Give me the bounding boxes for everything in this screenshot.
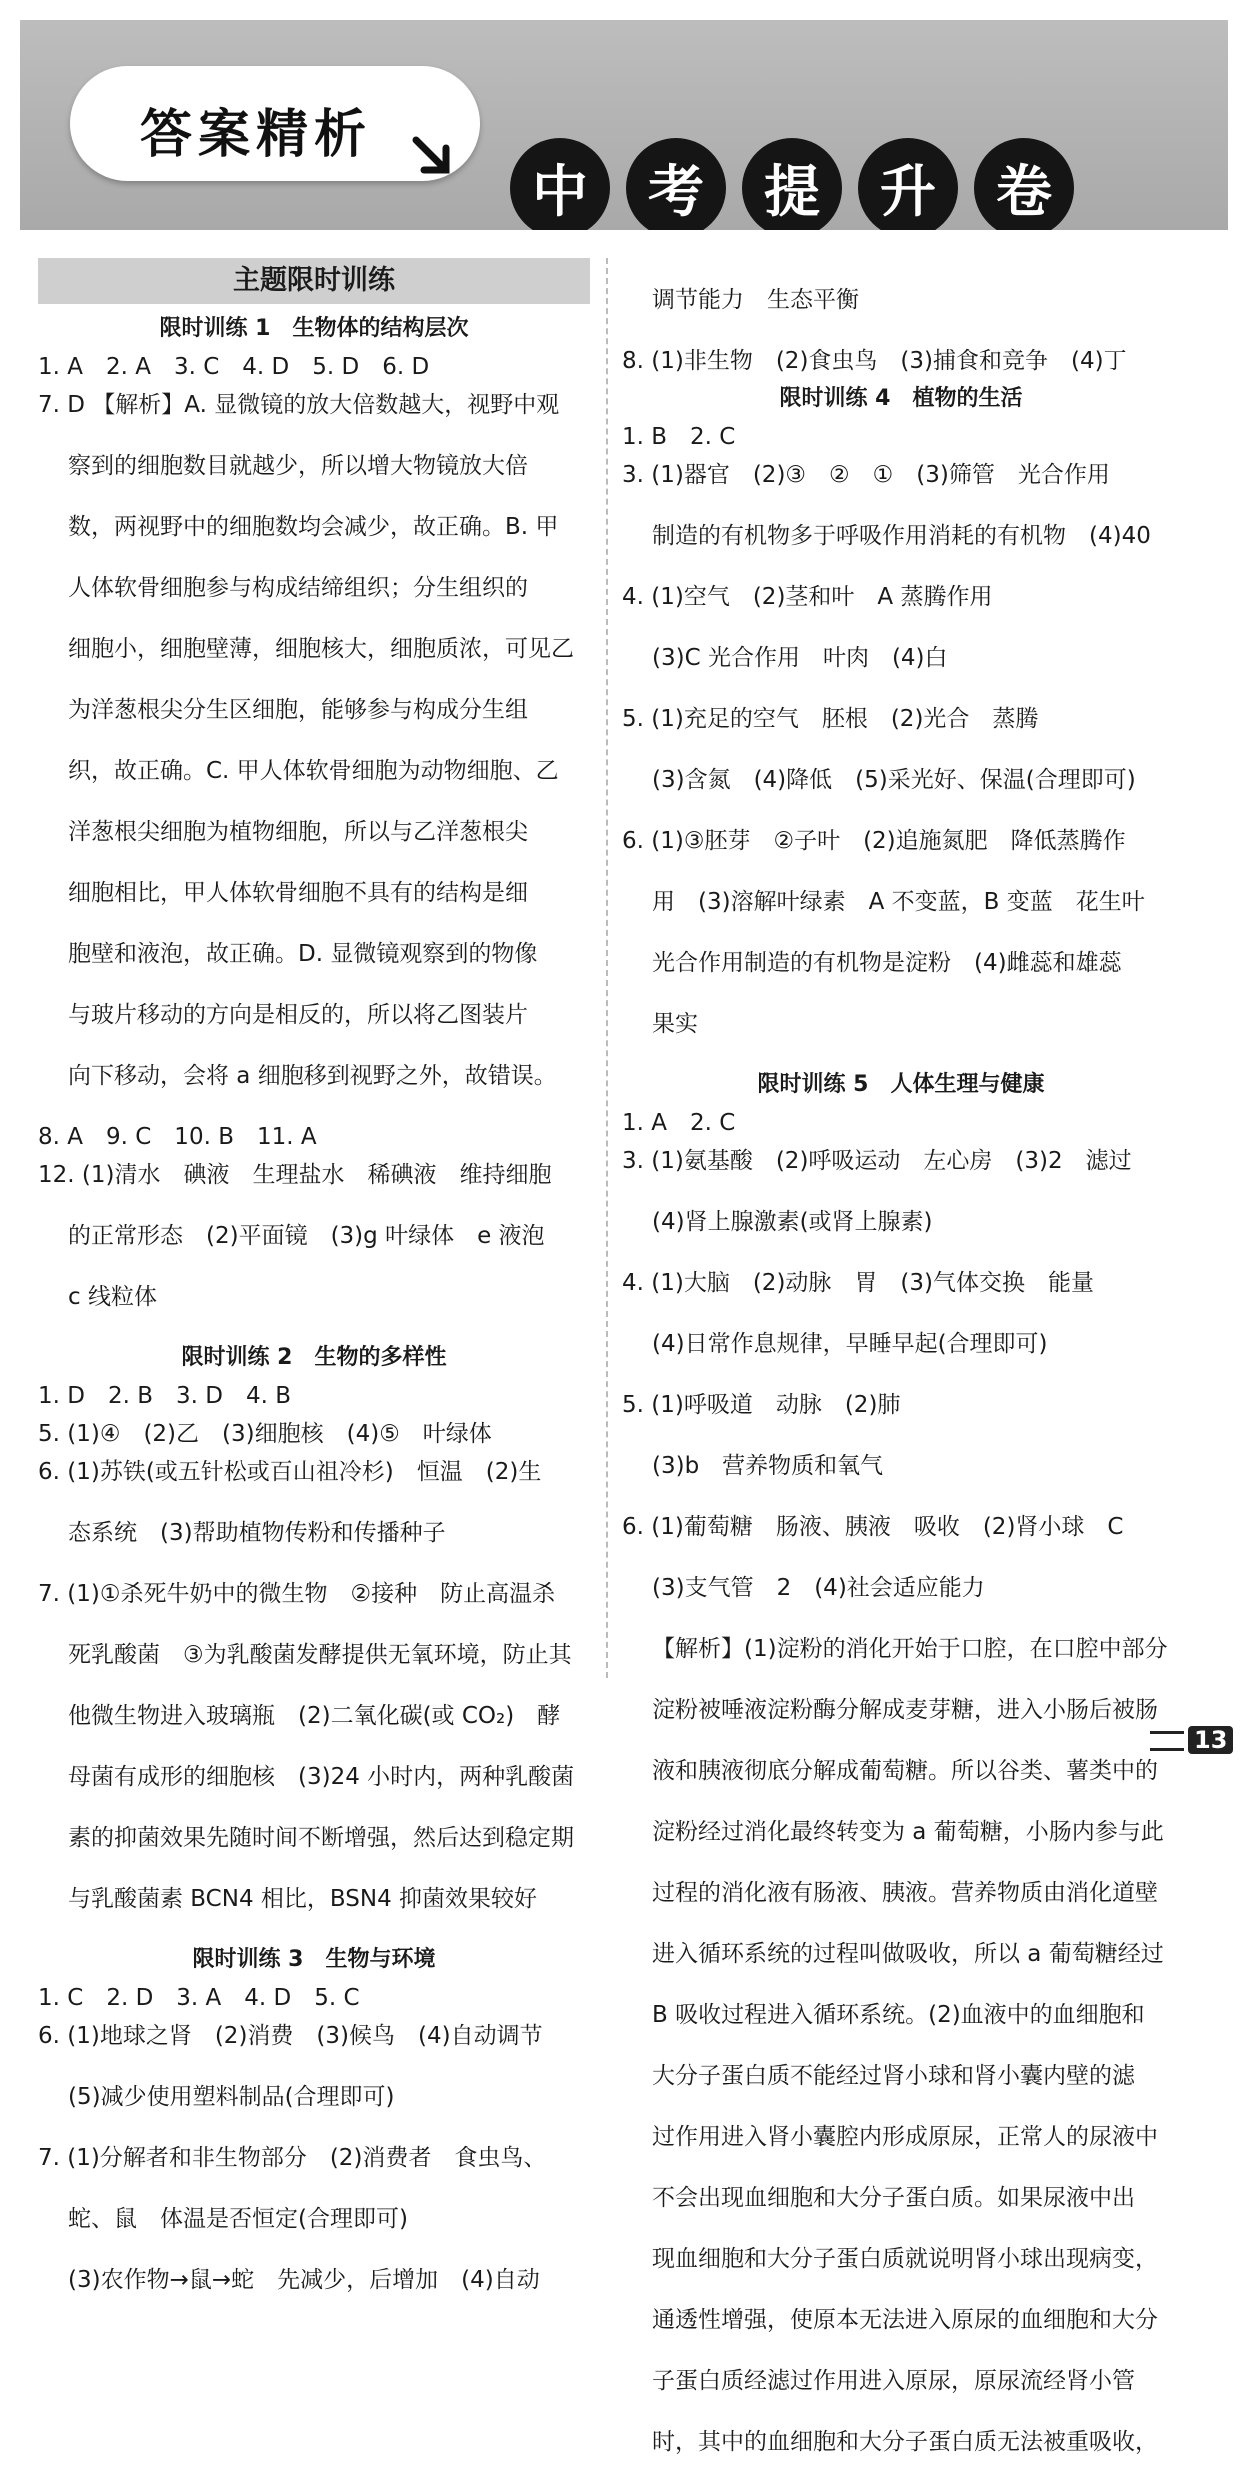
analysis-text: 过程的消化液有肠液、胰液。营养物质由消化道壁	[652, 1880, 1158, 1906]
subsection-title: 限时训练 3 生物与环境	[192, 1947, 436, 1972]
page-number	[1150, 1726, 1233, 1754]
answer-item: 6. (1)③胚芽 ②子叶 (2)追施氮肥 降低蒸腾作	[622, 828, 1126, 854]
answer-item: 4. (1)空气 (2)茎和叶 A 蒸腾作用	[622, 584, 993, 610]
answer-continuation: 态系统 (3)帮助植物传粉和传播种子	[68, 1520, 446, 1546]
analysis-text: 淀粉经过消化最终转变为 a 葡萄糖，小肠内参与此	[652, 1819, 1164, 1845]
title-char: 提	[742, 138, 842, 230]
analysis-text: 进入循环系统的过程叫做吸收，所以 a 葡萄糖经过	[652, 1941, 1164, 1967]
subsection-title: 限时训练 4 植物的生活	[779, 386, 1023, 411]
answer-item: 1. A 2. C	[622, 1110, 736, 1136]
right-column	[622, 258, 1180, 2484]
analysis-text: 现血细胞和大分子蛋白质就说明肾小球出现病变，	[652, 2246, 1158, 2272]
answer-item: 1. C 2. D 3. A 4. D 5. C	[38, 1985, 360, 2011]
answer-item: 5. (1)呼吸道 动脉 (2)肺	[622, 1392, 901, 1418]
answer-continuation: 光合作用制造的有机物是淀粉 (4)雌蕊和雄蕊	[652, 950, 1122, 976]
answer-item: 7. (1)分解者和非生物部分 (2)消费者 食虫鸟、	[38, 2145, 547, 2171]
answer-item: 1. A 2. A 3. C 4. D 5. D 6. D	[38, 354, 430, 380]
answer-item: 12. (1)清水 碘液 生理盐水 稀碘液 维持细胞	[38, 1162, 552, 1188]
analysis-text: 向下移动，会将 a 细胞移到视野之外，故错误。	[68, 1063, 557, 1089]
answer-continuation: (3)b 营养物质和氧气	[652, 1453, 884, 1479]
analysis-text: 通透性增强，使原本无法进入原尿的血细胞和大分	[652, 2307, 1158, 2333]
analysis-text: 子蛋白质经滤过作用进入原尿，原尿流经肾小管	[652, 2368, 1135, 2394]
answer-item: 8. (1)非生物 (2)食虫鸟 (3)捕食和竞争 (4)丁	[622, 348, 1127, 374]
section-title: 主题限时训练	[38, 258, 590, 304]
answer-continuation: 制造的有机物多于呼吸作用消耗的有机物 (4)40	[652, 523, 1151, 549]
subsection-title: 限时训练 2 生物的多样性	[181, 1345, 447, 1370]
answer-item: 3. (1)器官 (2)③ ② ① (3)筛管 光合作用	[622, 462, 1110, 488]
answer-continuation: (3)支气管 2 (4)社会适应能力	[652, 1575, 985, 1601]
subsection-title: 限时训练 5 人体生理与健康	[757, 1072, 1045, 1097]
page-number-value: 13	[1188, 1726, 1233, 1754]
analysis-text: 察到的细胞数目就越少，所以增大物镜放大倍	[68, 453, 528, 479]
answer-item: 7. D 【解析】A. 显微镜的放大倍数越大，视野中观	[38, 392, 560, 418]
answer-title: 答案精析	[140, 105, 373, 165]
answer-continuation: 他微生物进入玻璃瓶 (2)二氧化碳(或 CO₂) 酵	[68, 1703, 561, 1729]
analysis-text: 洋葱根尖细胞为植物细胞，所以与乙洋葱根尖	[68, 819, 528, 845]
answer-continuation: 果实	[652, 1011, 698, 1037]
left-column	[38, 258, 590, 2322]
analysis-text: 液和胰液彻底分解成葡萄糖。所以谷类、薯类中的	[652, 1758, 1158, 1784]
answer-item: 5. (1)④ (2)乙 (3)细胞核 (4)⑤ 叶绿体	[38, 1421, 492, 1447]
analysis-text: 胞壁和液泡，故正确。D. 显微镜观察到的物像	[68, 941, 538, 967]
answer-item: 5. (1)充足的空气 胚根 (2)光合 蒸腾	[622, 706, 1039, 732]
answer-continuation: (4)肾上腺激素(或肾上腺素)	[652, 1209, 933, 1235]
subsection-title: 限时训练 1 生物体的结构层次	[159, 316, 469, 341]
arrow-icon	[408, 132, 458, 182]
answer-item: 6. (1)苏铁(或五针松或百山祖冷杉) 恒温 (2)生	[38, 1459, 542, 1485]
answer-item: 1. B 2. C	[622, 424, 736, 450]
answer-continuation: 素的抑菌效果先随时间不断增强，然后达到稳定期	[68, 1825, 574, 1851]
answer-item: 8. A 9. C 10. B 11. A	[38, 1124, 317, 1150]
answer-continuation: 与乳酸菌素 BCN4 相比，BSN4 抑菌效果较好	[68, 1886, 538, 1912]
title-char: 考	[626, 138, 726, 230]
answer-continuation: 调节能力 生态平衡	[652, 287, 859, 313]
analysis-text: 与玻片移动的方向是相反的，所以将乙图装片	[68, 1002, 528, 1028]
analysis-text: 织，故正确。C. 甲人体软骨细胞为动物细胞、乙	[68, 758, 559, 784]
analysis-text: 为洋葱根尖分生区细胞，能够参与构成分生组	[68, 697, 528, 723]
answer-item: 6. (1)地球之肾 (2)消费 (3)候鸟 (4)自动调节	[38, 2023, 543, 2049]
answer-continuation: 母菌有成形的细胞核 (3)24 小时内，两种乳酸菌	[68, 1764, 575, 1790]
answer-continuation: (3)农作物→鼠→蛇 先减少，后增加 (4)自动	[68, 2267, 540, 2293]
analysis-text: 大分子蛋白质不能经过肾小球和肾小囊内壁的滤	[652, 2063, 1135, 2089]
answer-item: 7. (1)①杀死牛奶中的微生物 ②接种 防止高温杀	[38, 1581, 556, 1607]
analysis-text: 过作用进入肾小囊腔内形成原尿，正常人的尿液中	[652, 2124, 1158, 2150]
exam-title	[510, 138, 1074, 230]
answer-continuation: 的正常形态 (2)平面镜 (3)g 叶绿体 e 液泡	[68, 1223, 545, 1249]
answer-item: 6. (1)葡萄糖 肠液、胰液 吸收 (2)肾小球 C	[622, 1514, 1124, 1540]
analysis-text: 不会出现血细胞和大分子蛋白质。如果尿液中出	[652, 2185, 1135, 2211]
analysis-text: B 吸收过程进入循环系统。(2)血液中的血细胞和	[652, 2002, 1145, 2028]
analysis-text: 数，两视野中的细胞数均会减少，故正确。B. 甲	[68, 514, 559, 540]
analysis-text: 细胞相比，甲人体软骨细胞不具有的结构是细	[68, 880, 528, 906]
title-char: 卷	[974, 138, 1074, 230]
answer-continuation: (4)日常作息规律，早睡早起(合理即可)	[652, 1331, 1048, 1357]
title-char: 中	[510, 138, 610, 230]
answer-continuation: (3)C 光合作用 叶肉 (4)白	[652, 645, 948, 671]
answer-continuation: (5)减少使用塑料制品(合理即可)	[68, 2084, 395, 2110]
analysis-text: 淀粉被唾液淀粉酶分解成麦芽糖，进入小肠后被肠	[652, 1697, 1158, 1723]
column-divider	[606, 258, 608, 1678]
header-banner	[20, 20, 1228, 230]
answer-continuation: 用 (3)溶解叶绿素 A 不变蓝，B 变蓝 花生叶	[652, 889, 1145, 915]
answer-continuation: 蛇、鼠 体温是否恒定(合理即可)	[68, 2206, 408, 2232]
analysis-text: 时，其中的血细胞和大分子蛋白质无法被重吸收，	[652, 2429, 1158, 2455]
answer-continuation: c 线粒体	[68, 1284, 157, 1310]
analysis-text: 人体软骨细胞参与构成结缔组织；分生组织的	[68, 575, 528, 601]
answer-item: 3. (1)氨基酸 (2)呼吸运动 左心房 (3)2 滤过	[622, 1148, 1132, 1174]
answer-continuation: 死乳酸菌 ③为乳酸菌发酵提供无氧环境，防止其	[68, 1642, 572, 1668]
title-char: 升	[858, 138, 958, 230]
analysis-text: 【解析】(1)淀粉的消化开始于口腔，在口腔中部分	[652, 1636, 1168, 1662]
answer-item: 4. (1)大脑 (2)动脉 胃 (3)气体交换 能量	[622, 1270, 1094, 1296]
analysis-text: 细胞小，细胞壁薄，细胞核大，细胞质浓，可见乙	[68, 636, 574, 662]
answer-continuation: (3)含氮 (4)降低 (5)采光好、保温(合理即可)	[652, 767, 1136, 793]
answer-item: 1. D 2. B 3. D 4. B	[38, 1383, 291, 1409]
page-number-decoration	[1150, 1731, 1184, 1751]
